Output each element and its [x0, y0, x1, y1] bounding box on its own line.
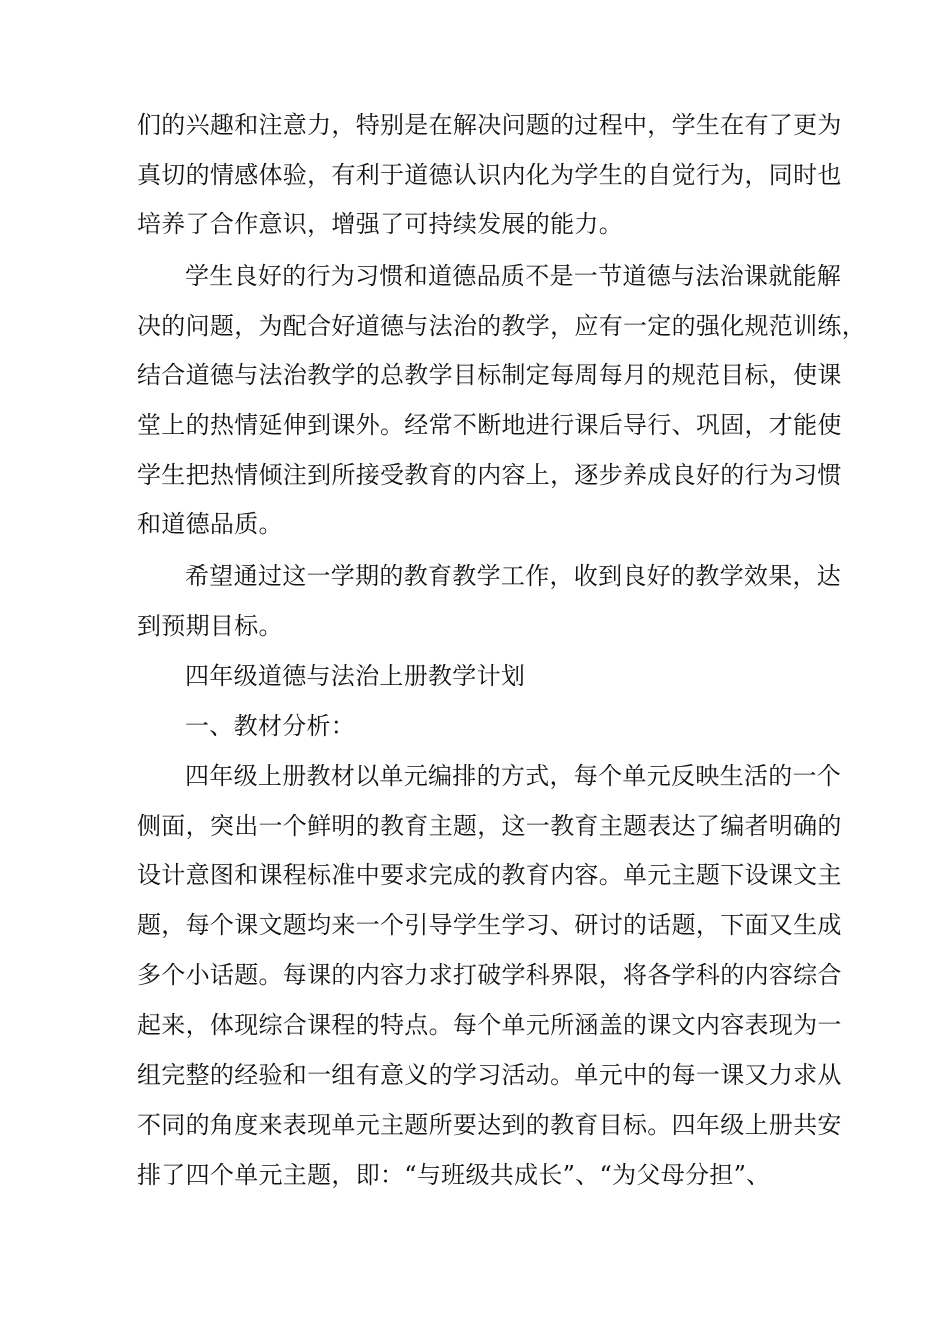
text-line: 学生把热情倾注到所接受教育的内容上，逐步养成良好的行为习惯: [137, 461, 842, 489]
section-heading: 一、教材分析：: [185, 712, 356, 740]
paragraph-start-line: 四年级上册教材以单元编排的方式，每个单元反映生活的一个: [185, 762, 842, 790]
text-line: 堂上的热情延伸到课外。经常不断地进行课后导行、巩固，才能使: [137, 411, 842, 439]
section-title: 四年级道德与法治上册教学计划: [185, 662, 526, 690]
paragraph-start-line: 学生良好的行为习惯和道德品质不是一节道德与法治课就能解: [185, 262, 842, 290]
text-line: 设计意图和课程标准中要求完成的教育内容。单元主题下设课文主: [137, 861, 842, 889]
paragraph-start-line: 希望通过这一学期的教育教学工作，收到良好的教学效果，达: [185, 562, 842, 590]
text-line: 起来，体现综合课程的特点。每个单元所涵盖的课文内容表现为一: [137, 1011, 842, 1039]
text-line: 侧面，突出一个鲜明的教育主题，这一教育主题表达了编者明确的: [137, 812, 842, 840]
text-line: 不同的角度来表现单元主题所要达到的教育目标。四年级上册共安: [137, 1111, 842, 1139]
text-line: 真切的情感体验，有利于道德认识内化为学生的自觉行为，同时也: [137, 161, 842, 189]
text-line: 组完整的经验和一组有意义的学习活动。单元中的每一课又力求从: [137, 1061, 842, 1089]
text-line: 多个小话题。每课的内容力求打破学科界限，将各学科的内容综合: [137, 961, 842, 989]
text-line: 到预期目标。: [137, 612, 283, 640]
text-line: 结合道德与法治教学的总教学目标制定每周每月的规范目标，使课: [137, 361, 842, 389]
text-line: 题，每个课文题均来一个引导学生学习、研讨的话题，下面又生成: [137, 911, 842, 939]
text-line: 和道德品质。: [137, 510, 283, 538]
text-line: 们的兴趣和注意力，特别是在解决问题的过程中，学生在有了更为: [137, 111, 842, 139]
text-line: 培养了合作意识，增强了可持续发展的能力。: [137, 210, 623, 238]
text-line: 排了四个单元主题，即：“与班级共成长”、“为父母分担”、: [137, 1161, 771, 1189]
text-line: 决的问题，为配合好道德与法治的教学，应有一定的强化规范训练，: [137, 312, 866, 340]
